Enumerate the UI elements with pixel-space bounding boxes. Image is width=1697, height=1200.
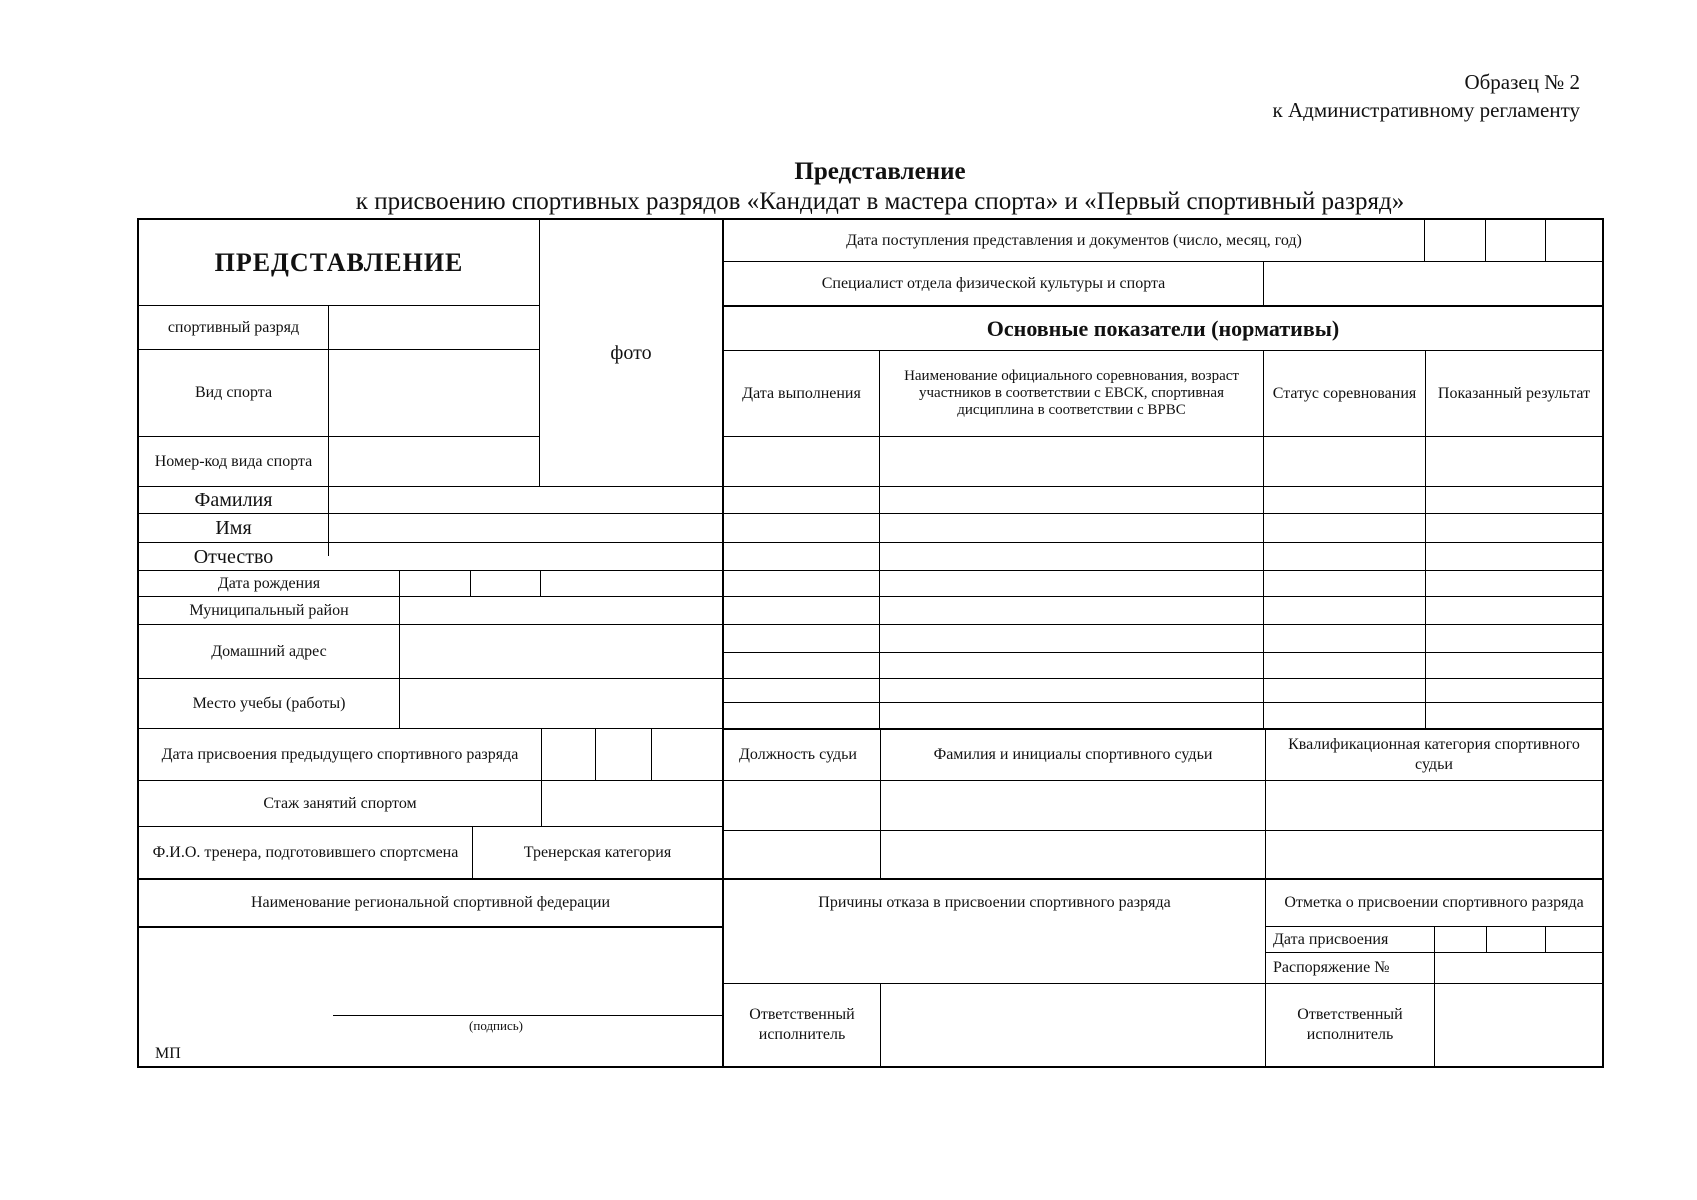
stamp-label: МП xyxy=(155,1045,181,1062)
sport-rank-label: спортивный разряд xyxy=(167,318,300,336)
responsible-executor-right: Ответственный исполнитель xyxy=(1297,1006,1403,1043)
receipt-date-label: Дата поступления представления и документов (число, месяц, год) xyxy=(846,231,1302,249)
prev-rank-date-label: Дата присвоения предыдущего спортивного разряда xyxy=(161,745,519,763)
sport-code-label: Номер-код вида спорта xyxy=(154,452,313,470)
coach-name-label: Ф.И.О. тренера, подготовившего спортсмена xyxy=(152,843,459,861)
district-label: Муниципальный район xyxy=(189,601,349,619)
judge-position-header: Должность судьи xyxy=(739,746,857,763)
col-status-header: Статус соревнования xyxy=(1272,384,1417,402)
study-place-label: Место учебы (работы) xyxy=(192,694,346,712)
federation-label: Наименование региональной спортивной федерации xyxy=(250,894,611,911)
page-subtitle: к присвоению спортивных разрядов «Кандидат в мастера спорта» и «Первый спортивный разряд» xyxy=(355,188,1405,215)
surname-label: Фамилия xyxy=(194,489,273,511)
signature-caption: (подпись) xyxy=(469,1018,523,1033)
responsible-executor-left: Ответственный исполнитель xyxy=(749,1006,855,1043)
judge-name-header: Фамилия и инициалы спортивного судьи xyxy=(933,746,1213,763)
specialist-label: Специалист отдела физической культуры и спорта xyxy=(821,274,1166,292)
form-heading: ПРЕДСТАВЛЕНИЕ xyxy=(214,247,464,277)
birth-date-label: Дата рождения xyxy=(217,574,321,592)
page-title: Представление xyxy=(794,158,966,185)
home-address-label: Домашний адрес xyxy=(211,642,327,660)
assign-date-label: Дата присвоения xyxy=(1273,930,1389,948)
experience-label: Стаж занятий спортом xyxy=(263,794,417,812)
sport-type-label: Вид спорта xyxy=(194,384,273,401)
assign-mark-label: Отметка о присвоении спортивного разряда xyxy=(1284,894,1584,911)
col-result-header: Показанный результат xyxy=(1437,384,1591,402)
photo-placeholder: фото xyxy=(610,342,652,364)
col-date-header: Дата выполнения xyxy=(742,384,861,402)
name-label: Имя xyxy=(215,517,252,539)
order-number-label: Распоряжение № xyxy=(1273,959,1390,976)
col-competition-header: Наименование официального соревнования, возраст участников в соответствии с ЕВСК, спортивная дисциплина в соответствии с ВРВС xyxy=(904,368,1239,418)
sample-reference: к Административному регламенту xyxy=(1272,98,1580,122)
patronymic-label: Отчество xyxy=(193,545,274,568)
coach-category-label: Тренерская категория xyxy=(523,843,672,861)
indicators-heading: Основные показатели (нормативы) xyxy=(986,315,1340,341)
judge-category-header: Квалификационная категория спортивного судьи xyxy=(1288,736,1580,773)
refusal-reasons-label: Причины отказа в присвоении спортивного разряда xyxy=(818,894,1171,911)
sample-number: Образец № 2 xyxy=(1464,70,1580,94)
